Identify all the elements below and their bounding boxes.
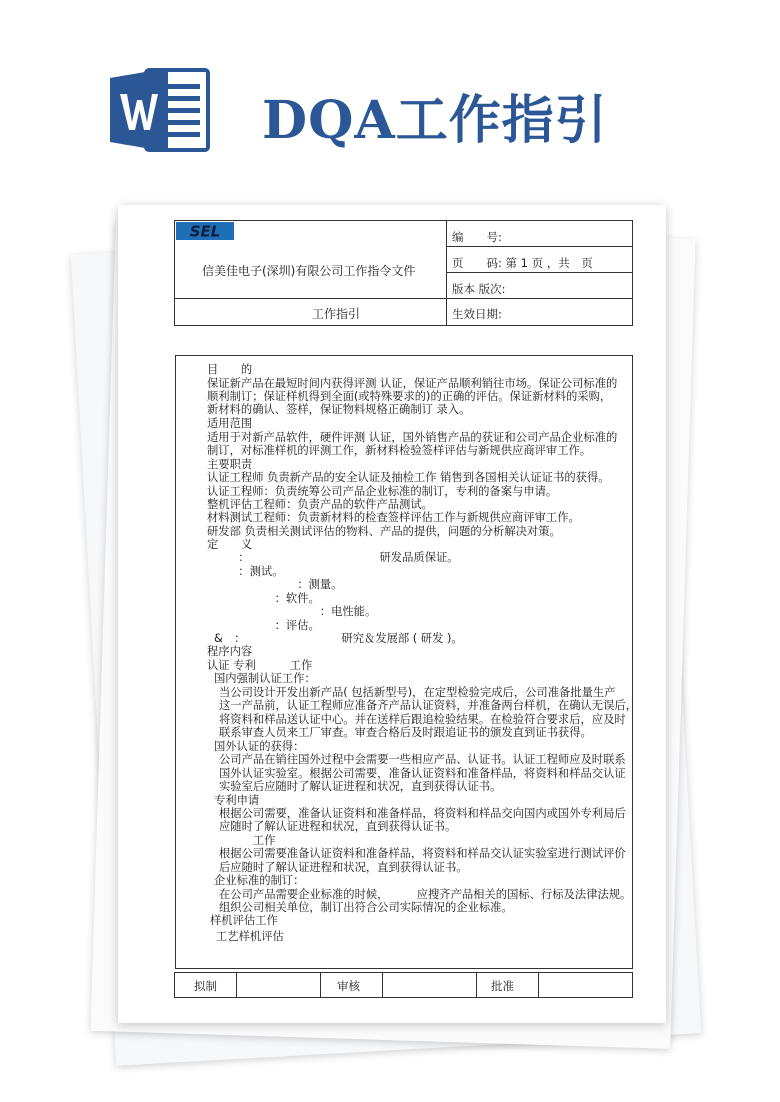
body-line: 当公司设计开发出新产品( 包括新型号)，在定型检验完成后，公司准备批量生产 (219, 686, 616, 699)
definition-line: ：测试。 (227, 565, 284, 578)
table-divider (320, 972, 321, 998)
draft-label: 拟制 (194, 979, 217, 993)
effective-date-field: 生效日期: (452, 307, 502, 321)
section-heading: 目 的 (207, 363, 253, 376)
body-line: 适用于对新产品软件，硬件评测 认证，国外销售产品的获证和公司产品企业标准的 (207, 431, 618, 444)
body-line: 顺利制订；保证样机得到全面(或特殊要求的)的正确的评估。保证新材料的采购， (207, 390, 612, 403)
sub-heading: 认证 专利 工作 (207, 659, 313, 672)
banner (0, 0, 780, 190)
sel-company-logo (176, 222, 234, 240)
body-line: 这一产品前，认证工程师应准备齐产品认证资料，并准备两台样机，在确认无误后， (219, 699, 637, 712)
number-field: 编 号: (452, 230, 502, 244)
section-heading: 适用范围 (207, 417, 253, 430)
sub-heading: 样机评估工作 (210, 914, 278, 927)
body-line: 认证工程师 负责新产品的安全认证及抽检工作 销售到各国相关认证证书的获得。 (207, 471, 610, 484)
table-divider (382, 972, 383, 998)
body-line: 后应随时了解认证进程和状况，直到获得认证书。 (219, 861, 468, 874)
signature-table (174, 972, 633, 998)
table-divider (446, 272, 633, 273)
body-line: 材料测试工程师：负责新材料的检查签样评估工作与新规供应商评审工作。 (207, 511, 580, 524)
definition-line: ：软件。 (252, 592, 320, 605)
table-divider (174, 298, 633, 299)
version-field: 版本 版次: (452, 282, 506, 296)
body-line: 研发部 负责相关测试评估的物料、产品的提供，问题的分析解决对策。 (207, 525, 561, 538)
body-line: 实验室后应随时了解认证进程和状况，直到获得认证书。 (219, 780, 502, 793)
sub-heading: 专利申请 (214, 794, 260, 807)
body-line: 联系审查人员来工厂审查。审查合格后及时跟追证书的颁发直到证书获得。 (219, 726, 592, 739)
section-heading: 程序内容 (207, 645, 253, 658)
definition-line: ：测量。 (252, 578, 343, 591)
body-line: 制订，对标准样机的评测工作，新材料检验签样评估与新规供应商评审工作。 (207, 444, 592, 457)
body-line: 保证新产品在最短时间内获得评测 认证，保证产品顺利销往市场。保证公司标准的 (207, 377, 618, 390)
body-line: 新材料的确认、签样，保证物料规格正确制订 录入。 (207, 403, 471, 416)
body-line: 根据公司需要准备认证资料和准备样品，将资料和样品交认证实验室进行测试评价 (219, 847, 626, 860)
section-heading: 定 义 (207, 538, 253, 551)
body-line: 根据公司需要，准备认证资料和准备样品，将资料和样品交向国内或国外专利局后 (219, 807, 626, 820)
sub-heading: 国外认证的获得： (214, 740, 305, 753)
review-label: 审核 (337, 979, 360, 993)
table-divider (446, 246, 633, 247)
table-divider (476, 972, 477, 998)
body-line: 组织公司相关单位，制订出符合公司实际情况的企业标准。 (219, 901, 513, 914)
section-heading: 主要职责 (207, 458, 253, 471)
definition-line: ：电性能。 (252, 605, 377, 618)
definition-line: ： 研发品质保证。 (227, 551, 459, 564)
approve-label: 批准 (491, 979, 514, 993)
word-icon (108, 66, 212, 154)
body-line: 公司产品在销往国外过程中会需要一些相应产品、认证书。认证工程师应及时联系 (219, 753, 626, 766)
definition-line: & ： 研究＆发展部 ( 研发 )。 (214, 632, 463, 645)
sub-heading: 工艺样机评估 (216, 930, 284, 943)
body-line: 认证工程师：负责统筹公司产品企业标准的制订，专利的备案与申请。 (207, 485, 558, 498)
sub-heading: 国内强制认证工作： (214, 672, 316, 685)
table-divider (446, 220, 447, 326)
body-line: 在公司产品需要企业标准的时候， 应搜齐产品相关的国标、行标及法律法规。 (219, 888, 632, 901)
body-line: 将资料和样品送认证中心。并在送样后跟追检验结果。在检验符合要求后，应及时 (219, 713, 626, 726)
sel-logo-text: SEL (189, 222, 221, 240)
page-field: 页 码: 第 1 页 ，共 页 (452, 256, 593, 270)
sub-heading: 工作 (219, 834, 276, 847)
definition-line: ：评估。 (252, 619, 320, 632)
body-line: 整机评估工程师：负责产品的软件产品测试。 (207, 498, 433, 511)
company-name: 信美佳电子(深圳)有限公司工作指令文件 (202, 264, 416, 278)
document-title: DQA工作指引 (262, 90, 608, 151)
body-line: 国外认证实验室。根据公司需要，准备认证资料和准备样品，将资料和样品交认证 (219, 767, 626, 780)
form-subtitle: 工作指引 (312, 307, 361, 321)
sub-heading: 企业标准的制订： (214, 874, 305, 887)
body-line: 应随时了解认证进程和状况，直到获得认证书。 (219, 820, 457, 833)
table-divider (538, 972, 539, 998)
table-divider (236, 972, 237, 998)
